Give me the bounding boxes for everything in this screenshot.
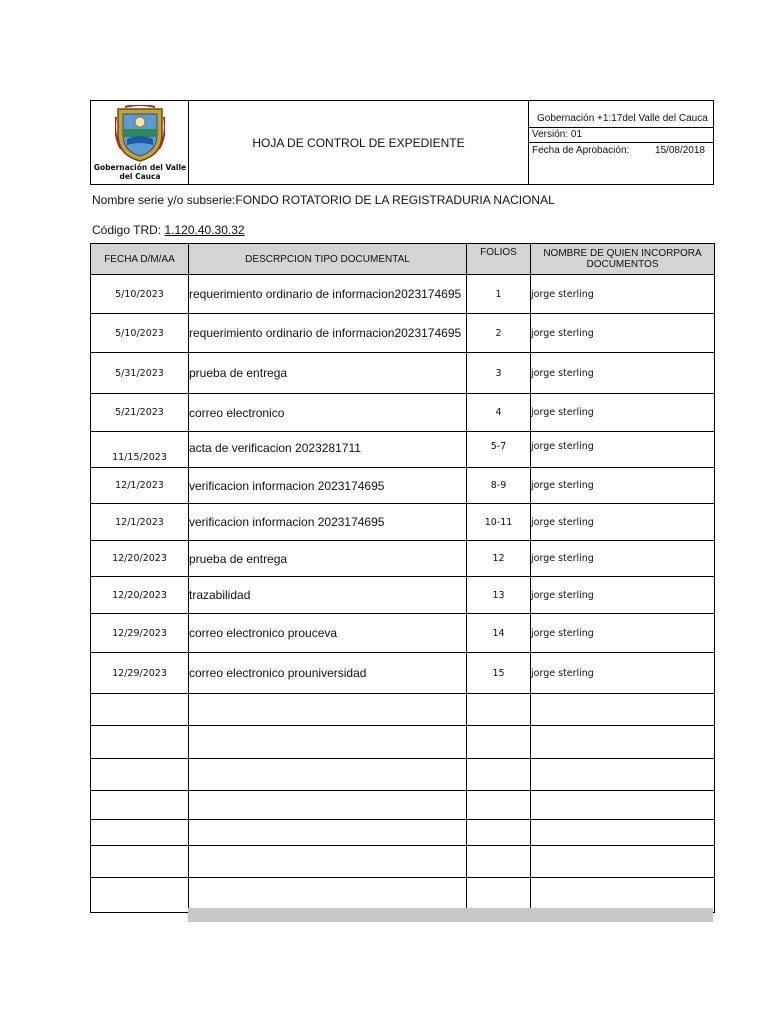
empty-cell	[531, 759, 715, 791]
row-folios: 13	[467, 577, 531, 614]
empty-cell	[91, 726, 189, 759]
series-name: Nombre serie y/o subserie:FONDO ROTATORIO DE LA REGISTRADURIA NACIONAL	[92, 193, 555, 207]
row-folios: 8-9	[467, 468, 531, 504]
table-row	[91, 314, 715, 353]
row-descripcion: trazabilidad	[189, 577, 467, 614]
row-fecha: 5/10/2023	[91, 275, 189, 314]
row-folios: 15	[467, 653, 531, 694]
approval-date-row	[529, 143, 713, 158]
row-nombre: jorge sterling	[531, 394, 715, 432]
trd-code-label: Código TRD:	[92, 223, 165, 237]
row-folios: 14	[467, 614, 531, 653]
logo-caption: Gobernación del Valle del Cauca	[93, 163, 187, 181]
row-fecha: 5/21/2023	[91, 394, 189, 432]
approval-date-value: 15/08/2018	[654, 145, 705, 156]
empty-cell	[91, 820, 189, 846]
row-descripcion: correo electronico prouniversidad	[189, 653, 467, 694]
table-row	[91, 432, 715, 468]
row-fecha: 5/31/2023	[91, 353, 189, 394]
empty-cell	[189, 820, 467, 846]
row-folios: 12	[467, 541, 531, 577]
empty-cell	[91, 846, 189, 878]
row-fecha: 11/15/2023	[91, 432, 189, 468]
column-header-nombre: NOMBRE DE QUIEN INCORPORA DOCUMENTOS	[531, 244, 715, 275]
empty-cell	[531, 726, 715, 759]
column-header-fecha: FECHA D/M/AA	[91, 244, 189, 275]
empty-table-row	[91, 820, 715, 846]
row-nombre: jorge sterling	[531, 541, 715, 577]
column-header-descripcion: DESCRPCION TIPO DOCUMENTAL	[189, 244, 467, 275]
row-fecha: 12/1/2023	[91, 468, 189, 504]
row-folios: 10-11	[467, 504, 531, 541]
empty-cell	[531, 820, 715, 846]
row-nombre: jorge sterling	[531, 275, 715, 314]
row-descripcion: acta de verificacion 2023281711	[189, 432, 467, 468]
empty-table-row	[91, 846, 715, 878]
table-row	[91, 504, 715, 541]
table-row	[91, 577, 715, 614]
empty-table-row	[91, 759, 715, 791]
empty-cell	[531, 694, 715, 726]
coat-of-arms-logo	[115, 105, 165, 163]
row-descripcion: prueba de entrega	[189, 353, 467, 394]
row-nombre: jorge sterling	[531, 353, 715, 394]
organization-name: Gobernación +1:17del Valle del Cauca	[529, 110, 713, 128]
row-nombre: jorge sterling	[531, 314, 715, 353]
row-fecha: 12/20/2023	[91, 577, 189, 614]
row-nombre: jorge sterling	[531, 432, 715, 468]
column-header-folios: FOLIOS	[467, 244, 531, 275]
row-descripcion: requerimiento ordinario de informacion2023174695	[189, 275, 467, 314]
logo-cell	[91, 101, 189, 184]
row-nombre: jorge sterling	[531, 614, 715, 653]
document-title: HOJA DE CONTROL DE EXPEDIENTE	[189, 101, 529, 184]
row-fecha: 5/10/2023	[91, 314, 189, 353]
empty-table-row	[91, 791, 715, 820]
row-fecha: 12/20/2023	[91, 541, 189, 577]
table-header-row	[91, 244, 715, 275]
row-descripcion: prueba de entrega	[189, 541, 467, 577]
empty-cell	[467, 694, 531, 726]
document-header	[90, 100, 714, 185]
approval-date-label: Fecha de Aprobación:	[532, 145, 630, 156]
empty-cell	[531, 846, 715, 878]
row-descripcion: verificacion informacion 2023174695	[189, 468, 467, 504]
row-folios: 4	[467, 394, 531, 432]
row-fecha: 12/29/2023	[91, 614, 189, 653]
empty-cell	[189, 791, 467, 820]
empty-cell	[467, 759, 531, 791]
table-row	[91, 353, 715, 394]
table-row	[91, 394, 715, 432]
empty-cell	[467, 791, 531, 820]
version-label: Versión: 01	[529, 128, 713, 143]
empty-cell	[531, 791, 715, 820]
empty-cell	[467, 846, 531, 878]
empty-cell	[91, 694, 189, 726]
row-nombre: jorge sterling	[531, 468, 715, 504]
footer-gray-bar	[188, 908, 713, 922]
row-descripcion: requerimiento ordinario de informacion2023174695	[189, 314, 467, 353]
table-row	[91, 541, 715, 577]
trd-code	[92, 223, 245, 237]
empty-cell	[91, 791, 189, 820]
table-row	[91, 614, 715, 653]
table-row	[91, 275, 715, 314]
document-control-table	[90, 243, 715, 913]
table-row	[91, 653, 715, 694]
row-folios: 1	[467, 275, 531, 314]
empty-cell	[189, 759, 467, 791]
empty-cell	[91, 759, 189, 791]
trd-code-value: 1.120.40.30.32	[164, 223, 245, 237]
row-nombre: jorge sterling	[531, 653, 715, 694]
row-nombre: jorge sterling	[531, 577, 715, 614]
row-descripcion: correo electronico	[189, 394, 467, 432]
empty-cell	[467, 820, 531, 846]
row-fecha: 12/29/2023	[91, 653, 189, 694]
row-folios: 5-7	[467, 432, 531, 468]
row-descripcion: verificacion informacion 2023174695	[189, 504, 467, 541]
empty-cell	[189, 846, 467, 878]
empty-cell	[189, 726, 467, 759]
empty-table-row	[91, 694, 715, 726]
row-folios: 2	[467, 314, 531, 353]
empty-cell	[189, 694, 467, 726]
row-nombre: jorge sterling	[531, 504, 715, 541]
empty-cell	[467, 726, 531, 759]
empty-table-row	[91, 726, 715, 759]
row-descripcion: correo electronico prouceva	[189, 614, 467, 653]
table-row	[91, 468, 715, 504]
document-meta	[529, 101, 713, 184]
row-folios: 3	[467, 353, 531, 394]
empty-cell	[91, 878, 189, 913]
row-fecha: 12/1/2023	[91, 504, 189, 541]
